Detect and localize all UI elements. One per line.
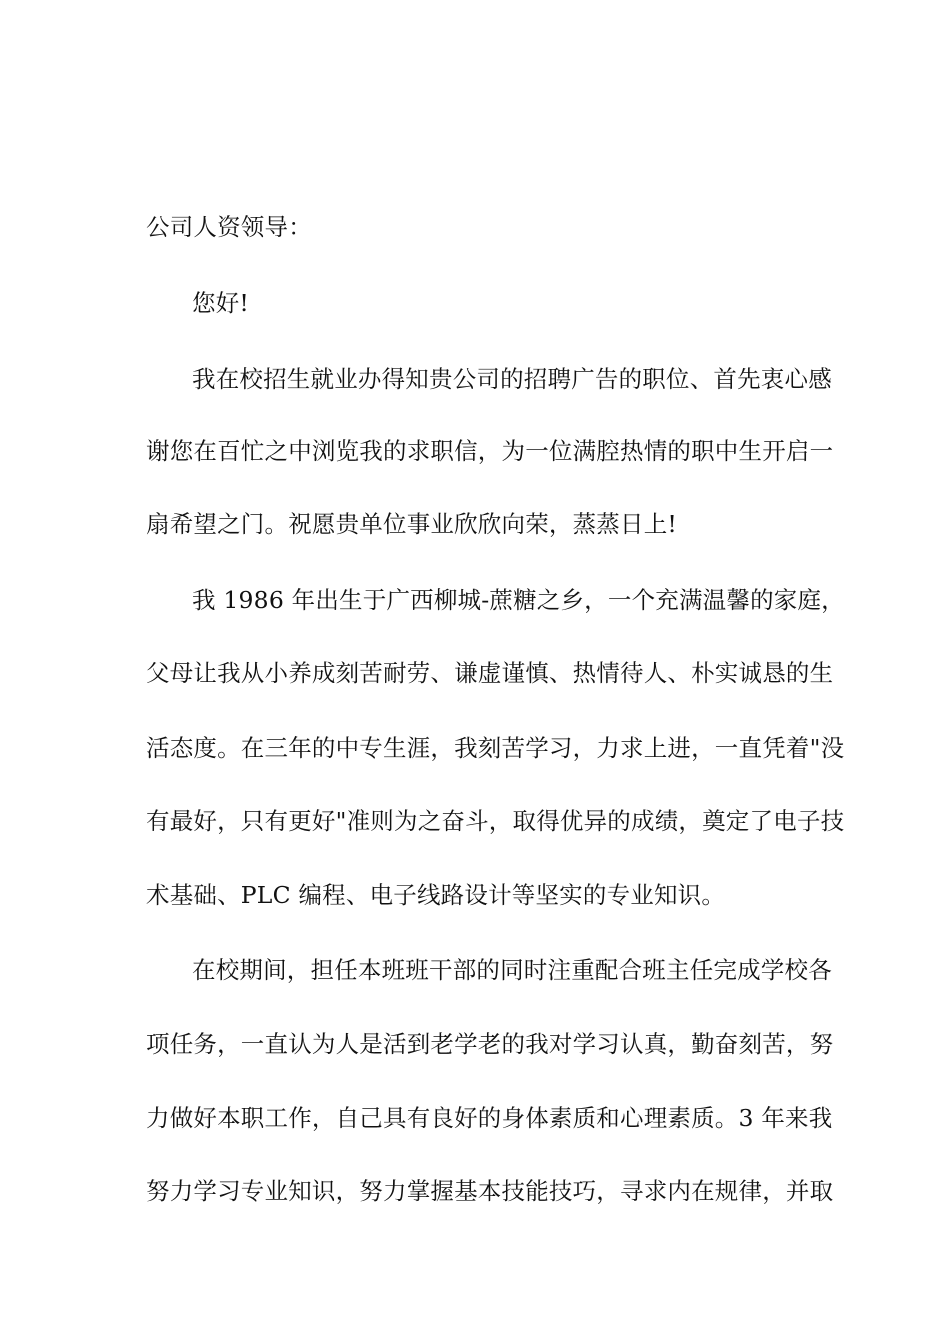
paragraph-line: 我在校招生就业办得知贵公司的招聘广告的职位、首先衷心感	[192, 365, 832, 393]
paragraph-line: 活态度。在三年的中专生涯，我刻苦学习，力求上进，一直凭着"没	[146, 734, 845, 762]
paragraph-line: 努力学习专业知识，努力掌握基本技能技巧，寻求内在规律，并取	[146, 1177, 834, 1205]
paragraph-line: 项任务，一直认为人是活到老学老的我对学习认真，勤奋刻苦，努	[146, 1030, 834, 1058]
salutation: 公司人资领导：	[146, 213, 312, 241]
greeting: 您好!	[192, 289, 250, 317]
paragraph-line: 在校期间，担任本班班干部的同时注重配合班主任完成学校各	[192, 956, 832, 984]
paragraph-line: 我 1986 年出生于广西柳城-蔗糖之乡，一个充满温馨的家庭，	[192, 586, 845, 614]
paragraph-line: 父母让我从小养成刻苦耐劳、谦虚谨慎、热情待人、朴实诚恳的生	[146, 659, 834, 687]
paragraph-line: 术基础、PLC 编程、电子线路设计等坚实的专业知识。	[146, 881, 726, 909]
paragraph-line: 扇希望之门。祝愿贵单位事业欣欣向荣，蒸蒸日上!	[146, 510, 678, 538]
paragraph-line: 有最好，只有更好"准则为之奋斗，取得优异的成绩，奠定了电子技	[146, 807, 845, 835]
paragraph-line: 力做好本职工作，自己具有良好的身体素质和心理素质。3 年来我	[146, 1104, 833, 1132]
paragraph-line: 谢您在百忙之中浏览我的求职信，为一位满腔热情的职中生开启一	[146, 437, 834, 465]
